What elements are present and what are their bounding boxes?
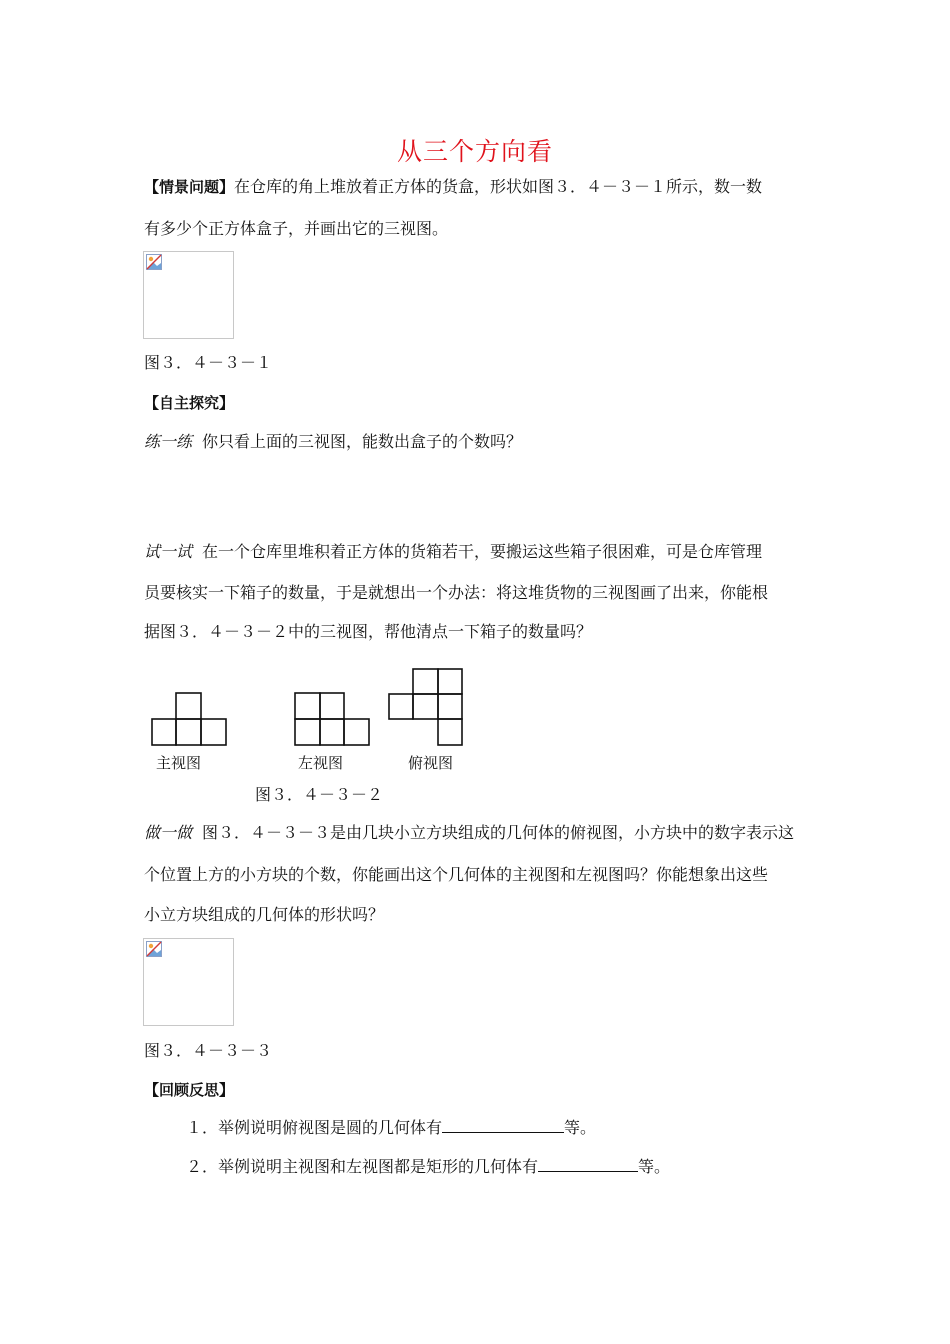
q1-answer-blank[interactable] bbox=[442, 1116, 564, 1133]
try-line-2: 员要核实一下箱子的数量，于是就想出一个办法：将这堆货物的三视图画了出来，你能根 bbox=[144, 583, 769, 602]
q2-answer-blank[interactable] bbox=[538, 1155, 638, 1172]
practice-line bbox=[144, 431, 522, 453]
scene-line-1 bbox=[144, 176, 762, 198]
broken-image-icon bbox=[146, 941, 162, 957]
do-line-2: 个位置上方的小方块的个数，你能画出这个几何体的主视图和左视图吗？你能想象出这些 bbox=[144, 865, 769, 884]
try-line-3: 据图３．４－３－２中的三视图，帮他清点一下箱子的数量吗？ bbox=[144, 622, 593, 641]
try-line-1 bbox=[144, 541, 762, 563]
q2-text: 举例说明主视图和左视图都是矩形的几何体有 bbox=[218, 1157, 539, 1176]
practice-label: 练一练 bbox=[144, 432, 193, 451]
try-label: 试一试 bbox=[144, 542, 193, 561]
explore-label: 【自主探究】 bbox=[144, 394, 235, 412]
figure-2-caption: 图３．４－３－２ bbox=[255, 785, 384, 804]
figure-1-image bbox=[143, 251, 234, 339]
review-label: 【回顾反思】 bbox=[144, 1081, 235, 1099]
scene-label: 【情景问题】 bbox=[144, 178, 235, 196]
figure-1-caption: 图３．４－３－１ bbox=[144, 353, 273, 372]
top-view-drawing bbox=[389, 669, 462, 745]
scene-text-1: 在仓库的角上堆放着正方体的货盒，形状如图３．４－３－１所示，数一数 bbox=[234, 177, 763, 196]
do-line-1 bbox=[144, 822, 794, 844]
broken-image-icon bbox=[146, 254, 162, 270]
top-view-caption: 俯视图 bbox=[408, 754, 454, 772]
three-views-figure bbox=[140, 660, 480, 780]
front-view-drawing bbox=[152, 693, 226, 745]
q1-end: 等。 bbox=[564, 1118, 597, 1137]
review-question-2 bbox=[186, 1155, 670, 1178]
q2-number: ２． bbox=[186, 1157, 219, 1176]
do-line-3: 小立方块组成的几何体的形状吗？ bbox=[144, 905, 385, 924]
figure-3-caption: 图３．４－３－３ bbox=[144, 1041, 273, 1060]
scene-line-2: 有多少个正方体盒子，并画出它的三视图。 bbox=[144, 219, 449, 238]
review-question-1 bbox=[186, 1116, 596, 1139]
try-text-1: 在一个仓库里堆积着正方体的货箱若干，要搬运这些箱子很困难，可是仓库管理 bbox=[202, 542, 763, 561]
q1-text: 举例说明俯视图是圆的几何体有 bbox=[218, 1118, 443, 1137]
do-label: 做一做 bbox=[144, 823, 193, 842]
q2-end: 等。 bbox=[638, 1157, 671, 1176]
practice-text: 你只看上面的三视图，能数出盒子的个数吗？ bbox=[202, 432, 523, 451]
left-view-drawing bbox=[295, 693, 369, 745]
do-text-1: 图３．４－３－３是由几块小立方块组成的几何体的俯视图，小方块中的数字表示这 bbox=[202, 823, 795, 842]
left-view-caption: 左视图 bbox=[298, 754, 344, 772]
q1-number: １． bbox=[186, 1118, 219, 1137]
front-view-caption: 主视图 bbox=[156, 754, 202, 772]
figure-3-image bbox=[143, 938, 234, 1026]
page-title: 从三个方向看 bbox=[396, 137, 553, 166]
